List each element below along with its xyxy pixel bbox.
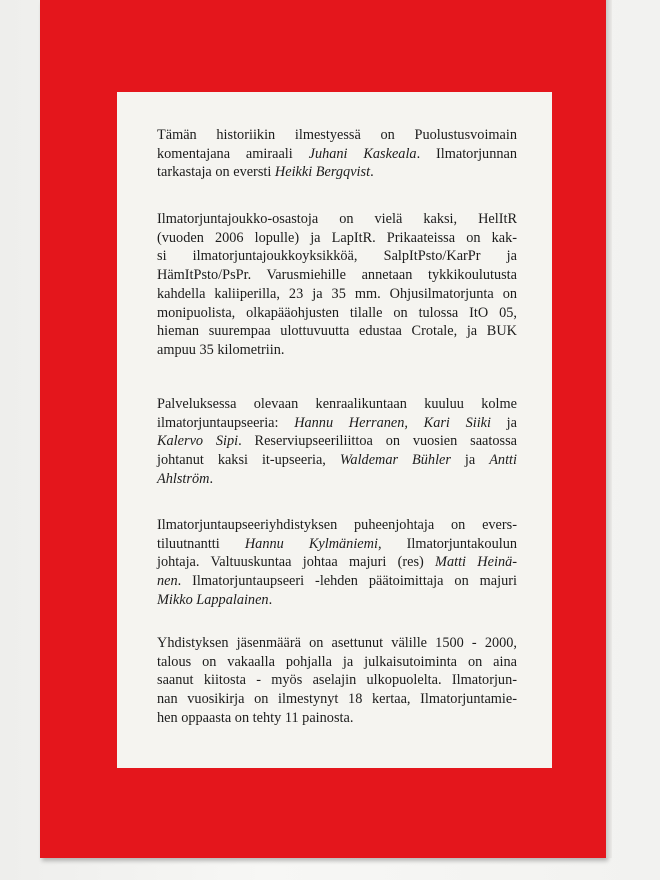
name-italic: Antti (489, 452, 518, 469)
name-italic: Hannu Herranen, Kari Siiki (294, 414, 491, 431)
text-segment: si ilmatorjuntajoukkoyksikköä, SalpItPsto/KarPr ja (157, 248, 517, 265)
text-segment: monipuolista, olkapääohjusten tilalle on tulossa ItO 05, (157, 304, 517, 321)
text-segment: johtanut kaksi it-upseeria, (157, 452, 340, 469)
name-italic: Kalervo Sipi (157, 433, 239, 450)
text-segment: HämItPsto/PsPr. Varusmiehille annetaan tykkikoulutusta (157, 267, 517, 284)
name-italic: Hannu Kylmäniemi (244, 535, 378, 552)
name-italic: Waldemar Bühler (339, 452, 451, 469)
text-segment: . (209, 470, 214, 487)
text-line (157, 535, 517, 554)
name-italic: Ahlström (157, 470, 210, 487)
name-italic: Juhani Kaskeala (308, 145, 417, 162)
text-line (157, 163, 517, 182)
text-segment: Ilmatorjuntaupseeriyhdistyksen puheenjohtaja on evers- (157, 517, 517, 533)
text-segment: ampuu 35 kilometriin. (157, 341, 285, 358)
text-segment: hieman suurempaa ulottuvuutta edustaa Crotale, ja BUK (157, 323, 517, 340)
text-segment: ja (450, 452, 490, 469)
text-line (157, 414, 517, 433)
paragraph-membership (157, 634, 517, 728)
text-line (157, 572, 517, 591)
text-segment: kahdella kaliiperilla, 23 ja 35 mm. Ohjusilmatorjunta on (157, 285, 517, 302)
name-italic: nen (157, 573, 178, 590)
text-line (157, 266, 517, 285)
text-segment: johtaja. Valtuuskuntaa johtaa majuri (res) (157, 554, 436, 571)
paragraph-commanders (157, 126, 517, 182)
name-italic: Mikko Lappalainen (157, 591, 269, 608)
text-line (157, 690, 517, 709)
text-line (157, 341, 517, 360)
text-segment: Palveluksessa olevaan kenraalikuntaan kuuluu kolme (157, 396, 517, 412)
text-segment: ja (490, 414, 517, 431)
text-segment: . Ilmatorjuntaupseeri -lehden päätoimittaja on majuri (177, 573, 517, 590)
text-line (157, 210, 517, 229)
text-segment: talous on vakaalla pohjalla ja julkaisutoiminta on aina (157, 653, 517, 670)
paragraph-generals (157, 395, 517, 489)
text-line (157, 145, 517, 164)
text-line (157, 709, 517, 728)
book-back-cover (40, 0, 606, 858)
text-line (157, 126, 517, 145)
text-segment: . (370, 164, 374, 181)
text-line (157, 432, 517, 451)
text-line (157, 247, 517, 266)
text-segment: saanut kiitosta - myös aselajin ulkopuolelta. Ilmatorjun- (157, 672, 517, 689)
text-segment: Ilmatorjuntajoukko-osastoja on vielä kaksi, HelItR (157, 211, 517, 227)
text-segment: . (268, 591, 273, 608)
text-segment: . Ilmatorjunnan (416, 145, 517, 162)
text-segment: komentajana amiraali (157, 145, 309, 162)
text-panel (117, 92, 552, 768)
text-line (157, 322, 517, 341)
text-line (157, 553, 517, 572)
text-line (157, 285, 517, 304)
text-segment: nan vuosikirja on ilmestynyt 18 kertaa, Ilmatorjuntamie- (157, 691, 517, 708)
text-segment: tarkastaja on eversti (157, 164, 275, 181)
text-line (157, 671, 517, 690)
text-line (157, 653, 517, 672)
text-line (157, 451, 517, 470)
text-segment: Yhdistyksen jäsenmäärä on asettunut välille 1500 - 2000, (157, 635, 517, 651)
text-line (157, 634, 517, 653)
text-line (157, 470, 517, 489)
text-segment: tiluutnantti (157, 535, 245, 552)
name-italic: Heikki Bergqvist (274, 164, 371, 181)
text-line (157, 304, 517, 323)
text-segment: (vuoden 2006 lopulle) ja LapItR. Prikaateissa on kak- (157, 229, 517, 246)
text-segment: . Reserviupseeriliittoa on vuosien saatossa (238, 433, 517, 450)
text-segment: Tämän historiikin ilmestyessä on Puolustusvoimain (157, 127, 517, 143)
paragraph-units (157, 210, 517, 360)
paragraph-association (157, 516, 517, 610)
text-line (157, 229, 517, 248)
text-segment: , Ilmatorjuntakoulun (377, 535, 517, 552)
text-line (157, 516, 517, 535)
name-italic: Matti Heinä- (435, 554, 517, 571)
text-line (157, 591, 517, 610)
text-line (157, 395, 517, 414)
text-segment: ilmatorjuntaupseeria: (157, 414, 295, 431)
text-segment: hen oppaasta on tehty 11 painosta. (157, 709, 354, 726)
